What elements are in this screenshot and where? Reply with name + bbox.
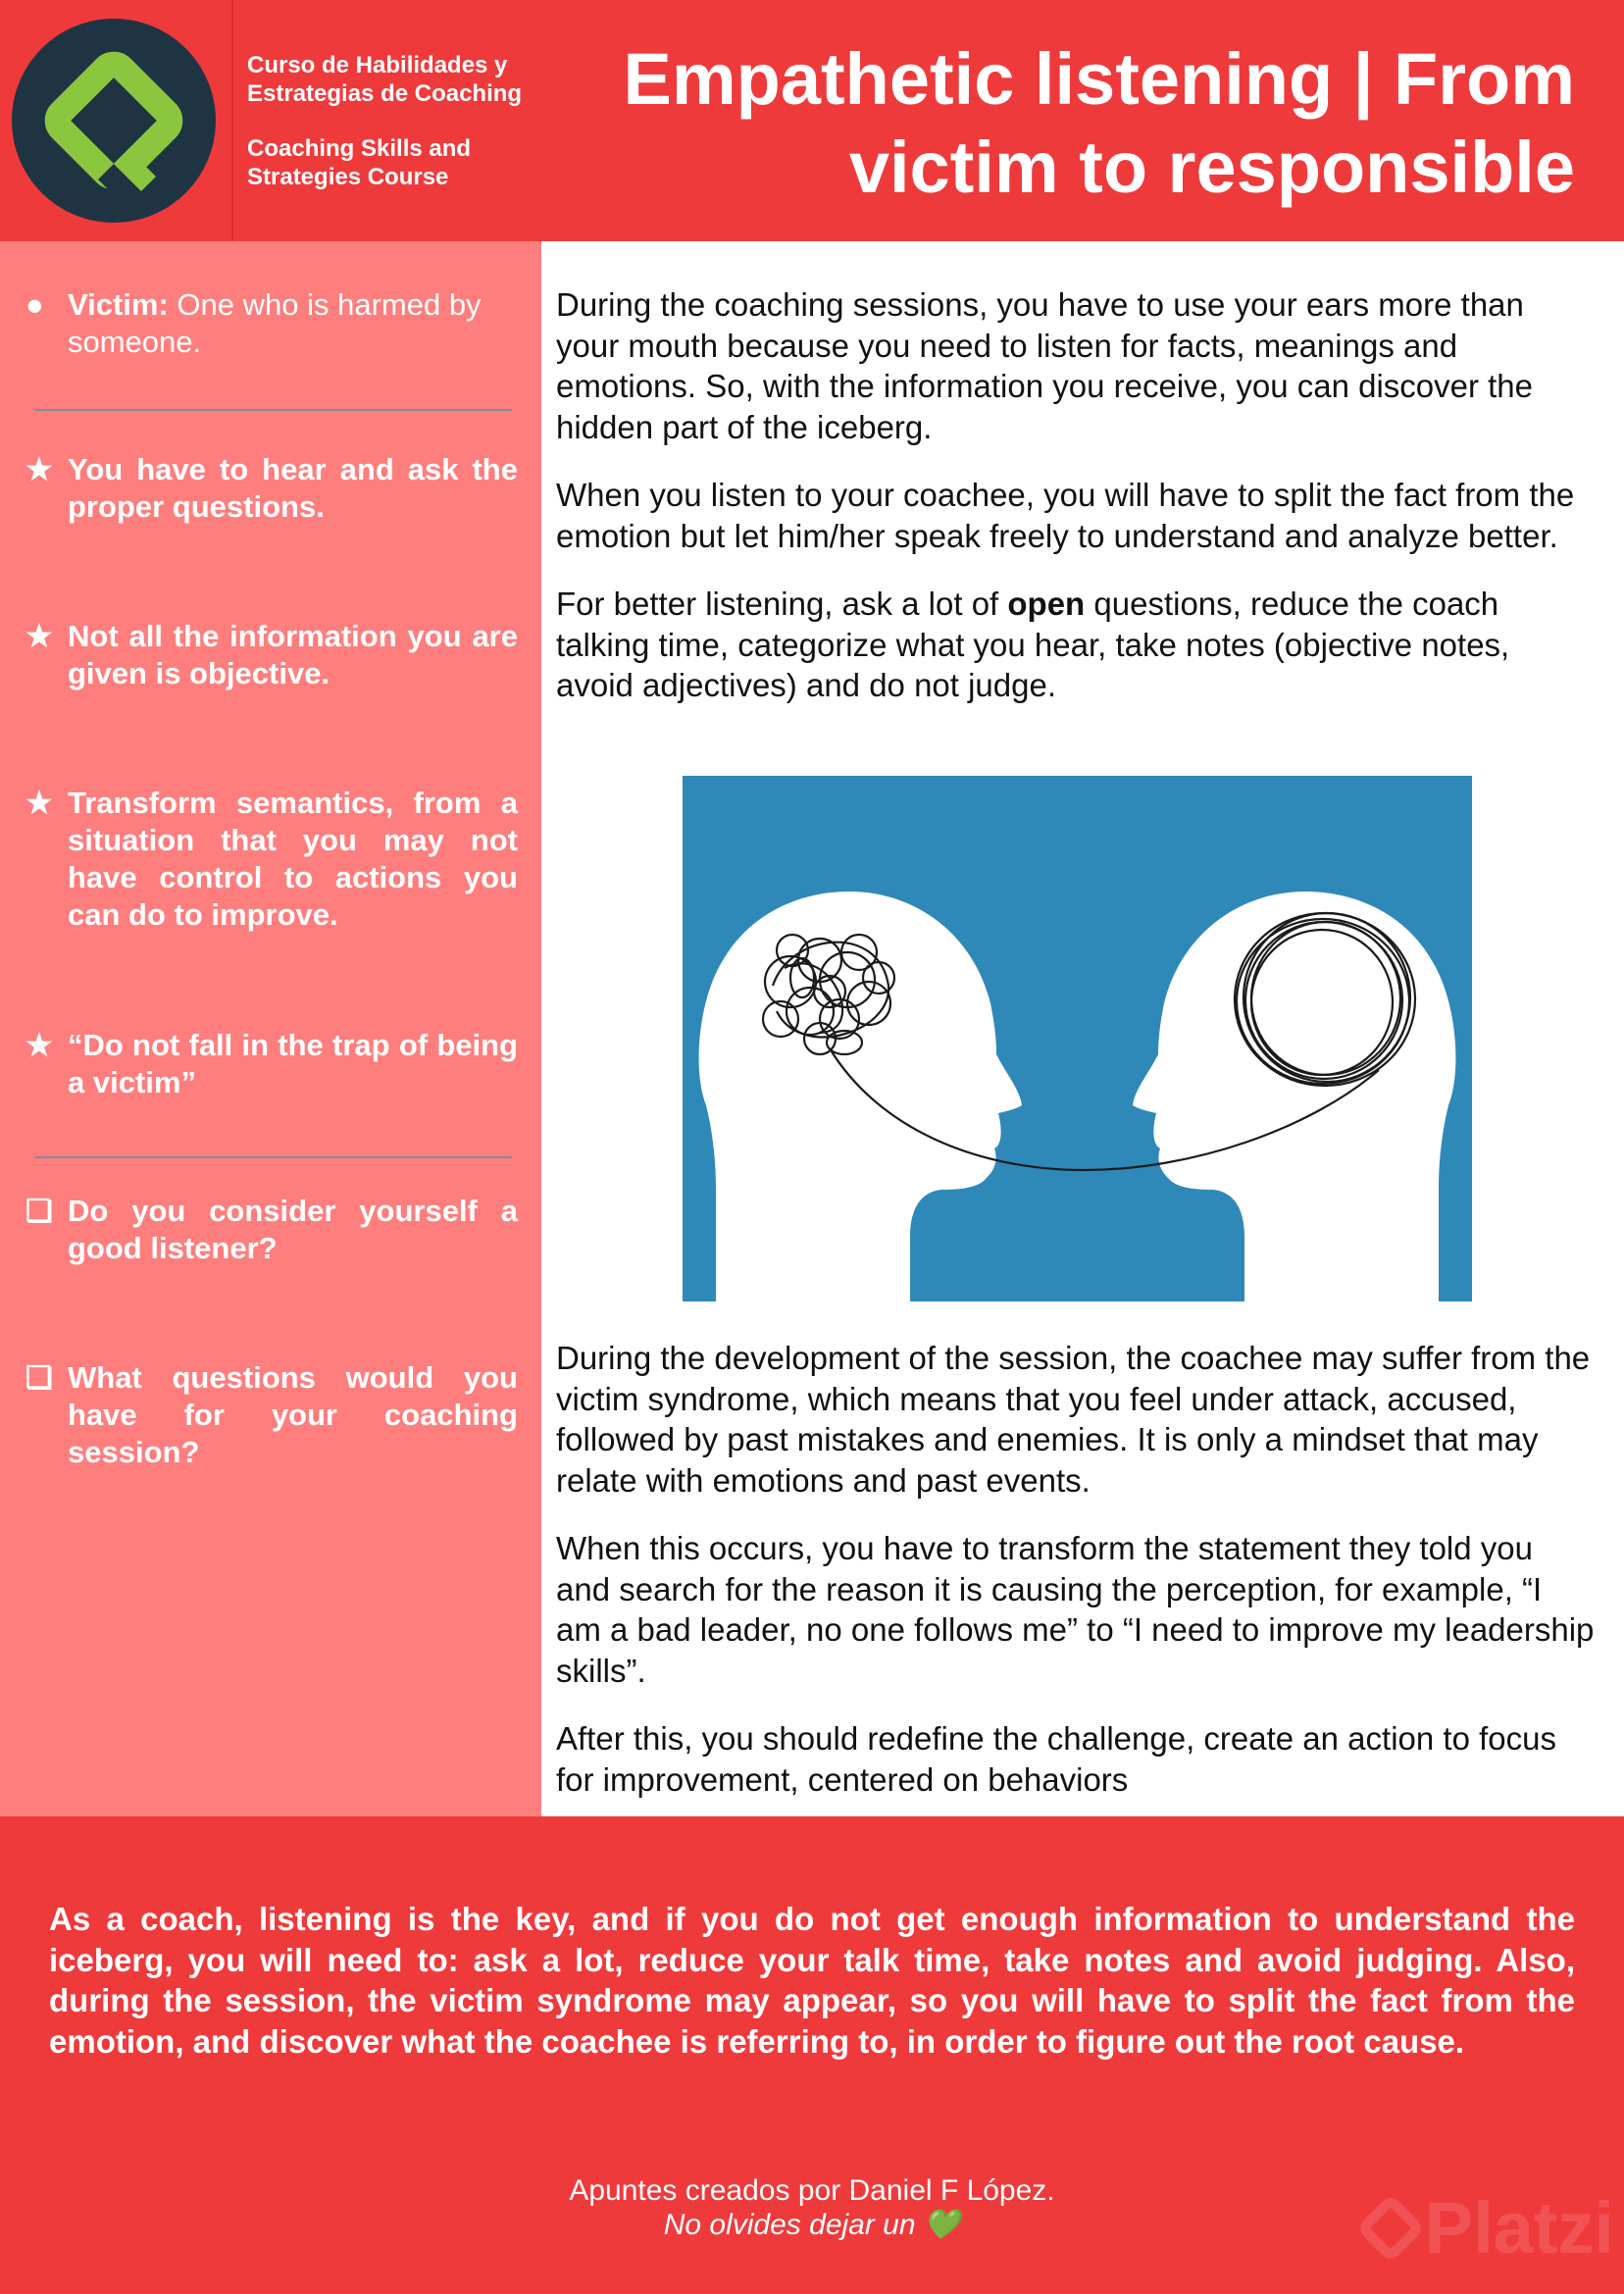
page-title: Empathetic listening | From victim to responsible: [623, 38, 1575, 208]
header-divider: [231, 0, 233, 241]
checkbox-icon: ❏: [25, 1360, 53, 1395]
checkbox-icon: ❏: [25, 1194, 53, 1228]
paragraph: When you listen to your coachee, you will have to split the fact from the emotion but let him/her speak freely to understand and analyze better.: [556, 477, 1575, 554]
star-icon: ★: [25, 786, 53, 820]
key-point-text: “Do not fall in the trap of being a victim”: [68, 1028, 518, 1099]
course-name-english: Coaching Skills and Strategies Course: [247, 135, 472, 190]
content-victim-syndrome: [556, 1338, 1596, 1800]
course-name-spanish: Curso de Habilidades y Estrategias de Coaching: [247, 52, 523, 107]
credit-text: Apuntes creados por Daniel F López.: [569, 2174, 1055, 2207]
sidebar: [0, 241, 541, 1816]
definition-text: One who is harmed by someone.: [68, 287, 482, 359]
divider: [35, 1156, 512, 1158]
key-point: [25, 451, 518, 526]
paragraph: During the development of the session, the coachee may suffer from the victim syndrome, which means that you feel under attack, accused, followed by past mistakes and enemies. It is only a mindset that may relate with emotions and past events.: [556, 1340, 1591, 1499]
paragraph: For better listening, ask a lot of open questions, reduce the coach talking time, categorize what you hear, take notes (objective notes, avoid adjectives) and do not judge.: [556, 586, 1510, 703]
paragraph: After this, you should redefine the challenge, create an action to focus for improvement, centered on behaviors: [556, 1720, 1556, 1798]
bullet-icon: ●: [25, 287, 44, 322]
platzi-watermark: Platzi: [1424, 2187, 1614, 2269]
reminder-note: No olvides dejar un 💚: [663, 2209, 961, 2241]
question-text: What questions would you have for your coaching session?: [68, 1360, 518, 1469]
summary-text: As a coach, listening is the key, and if you do not get enough information to understand the iceberg, you will need to: ask a lot, reduce your talk time, take notes and avoid judging. Also, during the session, the victim syndrome may appear, so you will have to split the fact from the emotion, and discover what the coachee is referring to, in order to figure out the root cause.: [49, 1901, 1575, 2060]
key-point: [25, 1027, 518, 1101]
key-point-text: Transform semantics, from a situation that you may not have control to actions you can do to improve.: [68, 786, 518, 932]
listening-heads-illustration: [683, 776, 1472, 1301]
definition-term: Victim:: [68, 287, 169, 322]
key-point: [25, 618, 518, 692]
platzi-watermark-icon: [1349, 2187, 1432, 2269]
question-text: Do you consider yourself a good listener?: [68, 1194, 518, 1265]
divider: [35, 409, 512, 411]
heart-icon: 💚: [923, 2209, 961, 2241]
victim-definition: [25, 286, 518, 361]
emphasis: open: [1007, 586, 1086, 622]
platzi-logo-icon: [12, 19, 216, 223]
content-intro: [556, 284, 1596, 706]
key-point-text: Not all the information you are given is objective.: [68, 619, 518, 690]
header: [0, 0, 1624, 241]
course-logo: [12, 19, 216, 223]
paragraph: During the coaching sessions, you have to use your ears more than your mouth because you need to listen for facts, meanings and emotions. So, with the information you receive, you can discover the hidden part of the iceberg.: [556, 286, 1534, 445]
star-icon: ★: [25, 452, 53, 486]
star-icon: ★: [25, 619, 53, 653]
paragraph: When this occurs, you have to transform the statement they told you and search for the reason it is causing the perception, for example, “I am a bad leader, no one follows me” to “I need to improve my leadership skills”.: [556, 1530, 1595, 1689]
reflection-question: [25, 1193, 518, 1267]
key-point: [25, 785, 518, 934]
key-point-text: You have to hear and ask the proper questions.: [68, 452, 518, 524]
reflection-question: [25, 1359, 518, 1471]
star-icon: ★: [25, 1028, 53, 1062]
